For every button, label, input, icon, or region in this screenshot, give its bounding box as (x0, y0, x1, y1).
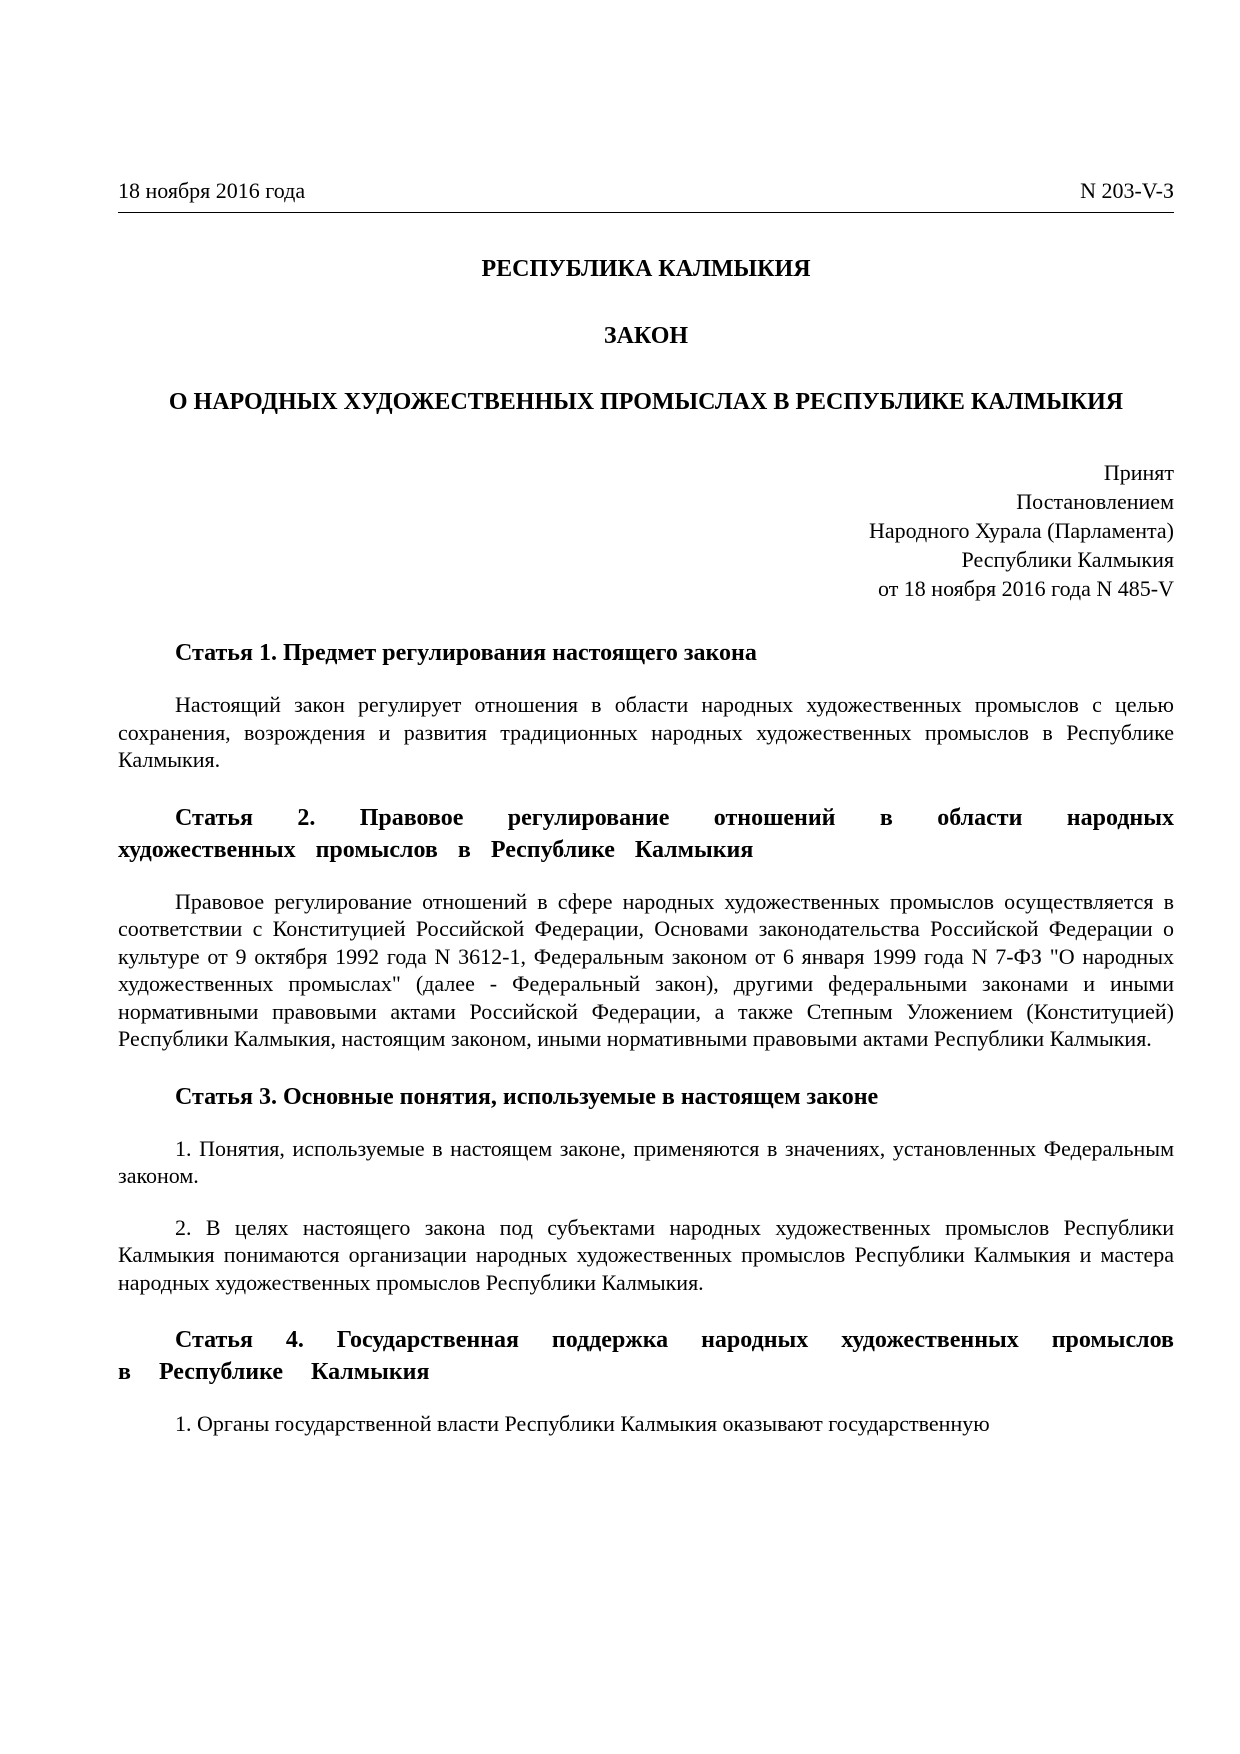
law-title: ЗАКОН (603, 322, 689, 349)
adoption-line: Принят (1103, 460, 1174, 486)
article-4-paragraph-1: 1. Органы государственной власти Республики Калмыкия оказывают государственную (175, 1411, 990, 1437)
article-3-heading: Статья 3. Основные понятия, используемые в настоящем законе (175, 1083, 879, 1110)
republic-title: РЕСПУБЛИКА КАЛМЫКИЯ (481, 256, 811, 283)
adoption-line: от 18 ноября 2016 года N 485-V (877, 576, 1174, 602)
article-3-paragraph-1: 1. Понятия, используемые в настоящем законе, применяются в значениях, установленных Федеральным законом. (118, 1135, 1174, 1189)
law-date: 18 ноября 2016 года (118, 178, 306, 203)
article-4-heading: Статья 4. Государственная поддержка народных художественных промыслов в Республике Калмыкия (118, 1327, 1174, 1386)
article-1-heading: Статья 1. Предмет регулирования настоящего закона (175, 640, 757, 667)
adoption-line: Постановлением (1016, 489, 1174, 515)
article-2-paragraph: Правовое регулирование отношений в сфере народных художественных промыслов осуществляется в соответствии с Конституцией Российской Федерации, Основами законодательства Российской Федерации о культуре от 9 октября 1992 года N 3612-1, Федеральным законом от 6 января 1999 года N 7-ФЗ "О народных художественных промыслах" (далее - Федеральный закон), другими федеральными законами и иными нормативными правовыми актами Российской Федерации, а также Степным Уложением (Конституцией) Республики Калмыкия, настоящим законом, иными нормативными правовыми актами Республики Калмыкия. (118, 888, 1174, 1052)
article-2-heading: Статья 2. Правовое регулирование отношений в области народных художественных промыслов в Республике Калмыкия (118, 804, 1174, 863)
adoption-line: Народного Хурала (Парламента) (869, 518, 1174, 544)
adoption-line: Республики Калмыкия (961, 547, 1174, 573)
law-number: N 203-V-З (1080, 178, 1174, 203)
article-3-paragraph-2: 2. В целях настоящего закона под субъектами народных художественных промыслов Республики Калмыкия понимаются организации народных художественных промыслов Республики Калмыкия и мастера народных художественных промыслов Республики Калмыкия. (118, 1214, 1174, 1295)
law-name-title: О НАРОДНЫХ ХУДОЖЕСТВЕННЫХ ПРОМЫСЛАХ В РЕСПУБЛИКЕ КАЛМЫКИЯ (168, 389, 1124, 416)
article-1-paragraph: Настоящий закон регулирует отношения в области народных художественных промыслов с целью сохранения, возрождения и развития традиционных народных художественных промыслов в Республике Калмыкия. (118, 692, 1174, 773)
adoption-block (118, 458, 1174, 603)
document-header (118, 178, 1174, 213)
